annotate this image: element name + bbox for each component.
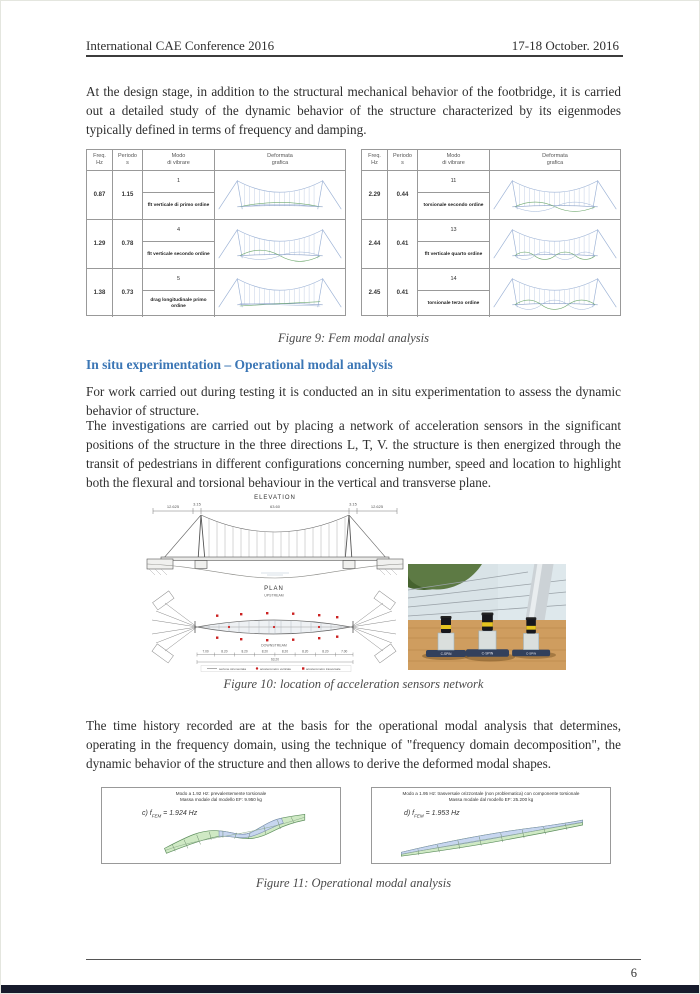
header-rule [86,55,623,57]
sensors-photo [408,564,566,670]
paragraph-investigations: The investigations are carried out by placing a network of acceleration sensors in the significant positions of the structure in the three directions L, T, V. the structure is then energized through the transit of pedestrians in different configurations concerning number, speed and location to highlight both the flexural and torsional behaviour in the vertical and transverse plane. [86,418,621,490]
svg-text:3.15: 3.15 [193,501,201,507]
paragraph-time-history: The time history recorded are at the basis for the operational modal analysis that determines, operating in the frequency domain, using the technique of "frequency domain decomposition", the dynamic behavior of the structure and then allows to derive the deformed modal shapes. [86,718,621,771]
svg-text:8.20: 8.20 [302,649,309,654]
header-conference-title: International CAE Conference 2016 [86,38,275,53]
svg-text:DOWNSTREAM: DOWNSTREAM [261,643,287,648]
svg-text:8.20: 8.20 [241,649,248,654]
svg-text:UPSTREAM: UPSTREAM [264,593,284,598]
svg-text:accelerometro trasversale: accelerometro trasversale [306,666,341,671]
svg-text:12.625: 12.625 [370,504,384,509]
table-row: 2.45 0.41 14 torsionale terzo ordine [362,269,620,317]
svg-text:C-SPIN: C-SPIN [525,651,537,656]
table-row: 2.44 0.41 13 flt verticale quarto ordine [362,220,620,269]
oma-title: Modo a 1.92 Hz: prevalentemente torsionale Massa modale dal modello EF: 9.950 kg [175,791,267,803]
modal-shape-torsional [102,788,340,863]
footer-rule [86,959,641,960]
figure9-caption: Figure 9: Fem modal analysis [278,331,429,345]
svg-text:accelerometro verticale: accelerometro verticale [260,666,292,671]
mode-shape-sketch [215,269,345,317]
svg-text:8.20: 8.20 [221,649,228,654]
svg-text:7.00: 7.00 [202,649,209,654]
bottom-accent-bar [1,985,699,993]
oma-mode-box-d [371,787,611,864]
figure10-caption: Figure 10: location of acceleration sensors network [223,677,484,691]
elevation-drawing [141,491,409,583]
fem-modal-table-right [361,149,621,316]
table-row: 1.38 0.73 5 drag longitudinale primo ordine [87,269,345,317]
svg-text:ELEVATION: ELEVATION [254,495,296,501]
svg-text:C-SPIN: C-SPIN [481,651,494,656]
section-heading: In situ experimentation – Operational modal analysis [86,357,393,372]
table-header-row: Freq. Hz Periodo s Modo di vibrare Deformata grafica [362,150,620,171]
svg-text:12.625: 12.625 [166,504,180,509]
table-row: 0.87 1.15 1 flt verticale di primo ordine [87,171,345,220]
table-row: 1.29 0.78 4 flt verticale secondo ordine [87,220,345,269]
oma-frequency-label: c) $f_{FEM} = 1.924$ Hz [142,810,198,819]
paragraph-in-situ: For work carried out during testing it is conducted an in situ experimentation to assess the dynamic behavior of structure. [86,384,621,418]
figure11-caption: Figure 11: Operational modal analysis [255,876,452,890]
plan-drawing [139,583,409,673]
table-row: 2.29 0.44 11 torsionale secondo ordine [362,171,620,220]
fem-modal-table-left [86,149,346,316]
oma-mode-box-c [101,787,341,864]
oma-title: Modo a 1.95 Hz: trasversale orizzontale (non problematica) con componente torsionale Massa modale dal modello EF: 25.200 kg [402,791,580,803]
page-number: 6 [630,966,637,980]
svg-text:C-SPIN: C-SPIN [440,652,452,656]
svg-text:3.15: 3.15 [349,501,357,507]
table-header-row: Freq. Hz Periodo s Modo di vibrare Deformata grafica [87,150,345,171]
svg-text:63.20: 63.20 [271,657,279,662]
mode-shape-sketch [215,171,345,219]
svg-text:sezione strumentata: sezione strumentata [219,666,247,671]
oma-frequency-label: d) $f_{FEM} = 1.953$ Hz [404,810,460,819]
svg-text:63.60: 63.60 [269,504,281,509]
svg-text:8.20: 8.20 [281,649,289,654]
mode-shape-sketch [490,171,620,219]
modal-shape-transverse [372,788,610,863]
paragraph-design-stage: At the design stage, in addition to the structural mechanical behavior of the footbridge, it is carried out a detailed study of the dynamic behavior of the structure characterized by its eigenmodes typically defined in terms of frequency and damping. [86,84,621,137]
header-date: 17-18 October. 2016 [511,38,619,53]
mode-shape-sketch [490,220,620,268]
mode-shape-sketch [490,269,620,317]
svg-text:7.00: 7.00 [341,649,348,654]
svg-text:8.20: 8.20 [261,649,268,654]
svg-text:8.20: 8.20 [322,649,329,654]
svg-text:PLAN: PLAN [264,586,284,592]
mode-shape-sketch [215,220,345,268]
